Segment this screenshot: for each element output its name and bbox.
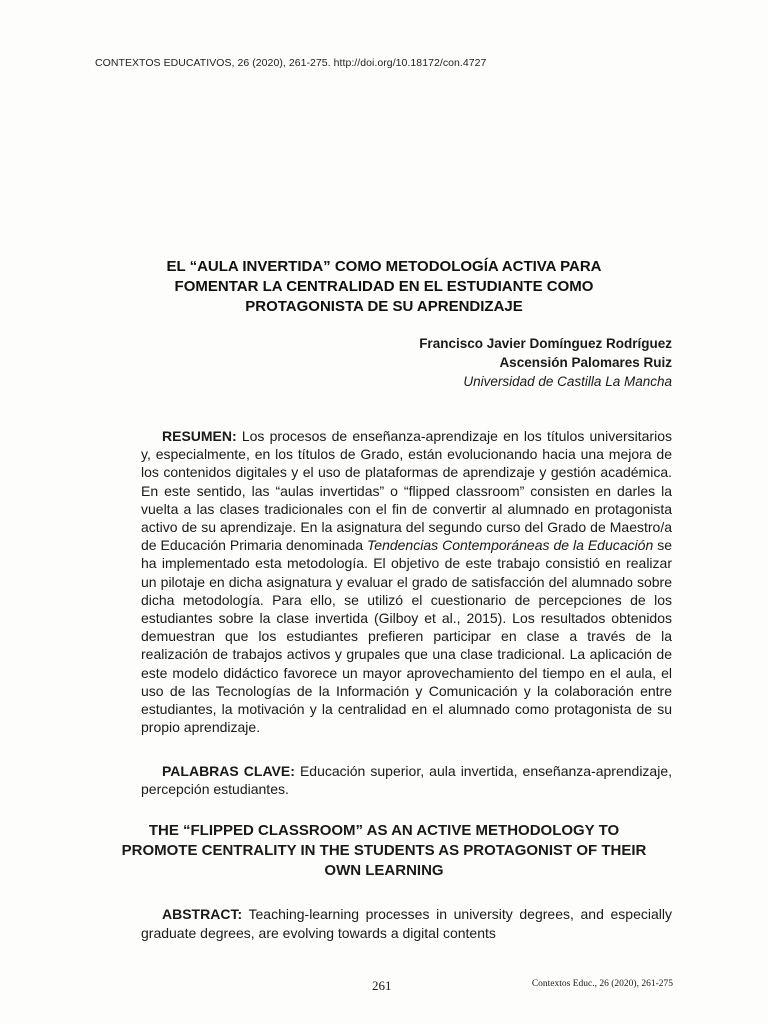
abstract-paragraph bbox=[141, 905, 672, 943]
running-head: CONTEXTOS EDUCATIVOS, 26 (2020), 261-275. http://doi.org/10.18172/con.4727 bbox=[95, 57, 487, 69]
abstract-section bbox=[141, 905, 672, 943]
author-name: Francisco Javier Domínguez Rodríguez bbox=[419, 336, 672, 351]
keywords-paragraph bbox=[141, 762, 672, 798]
title-line: THE “FLIPPED CLASSROOM” AS AN ACTIVE METHODOLOGY TO bbox=[148, 822, 620, 839]
title-line: OWN LEARNING bbox=[324, 862, 444, 879]
keywords-text: Educación superior, aula invertida, enseñanza-aprendizaje, percepción estudiantes. bbox=[141, 763, 673, 798]
resumen-section bbox=[141, 427, 672, 736]
english-title bbox=[90, 821, 678, 881]
abstract-label: ABSTRACT: bbox=[162, 906, 243, 922]
resumen-text: se ha implementado esta metodología. El objetivo de este trabajo consistió en realizar un pilotaje en dicha asignatura y evaluar el grado de satisfacción del alumnado sobre dicha metodología. Para ello, se utilizó el cuestionario de percepciones de los estudiantes sobre la clase invertida (Gilboy et al., 2015). Los resultados obtenidos demuestran que los estudiantes prefieren participar en clase a través de la realización de trabajos activos y grupales que una clase tradicional. La aplicación de este modelo didáctico favorece un mayor aprovechamiento del tiempo en el aula, el uso de las Tecnologías de la Información y Comunicación y la colaboración entre estudiantes, la motivación y la centralidad en el alumnado como protagonista de su propio aprendizaje. bbox=[141, 537, 672, 736]
title-line: PROTAGONISTA DE SU APRENDIZAJE bbox=[245, 298, 523, 315]
keywords-label: PALABRAS CLAVE: bbox=[162, 763, 295, 779]
footer-reference: Contextos Educ., 26 (2020), 261-275 bbox=[531, 979, 673, 989]
resumen-text: Los procesos de enseñanza-aprendizaje en los títulos universitarios y, especialmente, en los títulos de Grado, están evolucionando hacia una mejora de los contenidos digitales y el uso de plataformas de aprendizaje y gestión académica. En este sentido, las “aulas invertidas” o “flipped classroom” consisten en darles la vuelta a las clases tradicionales con el fin de convertir al alumnado en protagonista activo de su aprendizaje. En la asignatura del segundo curso del Grado de Maestro/a de Educación Primaria denominada bbox=[141, 428, 672, 554]
title-line: EL “AULA INVERTIDA” COMO METODOLOGÍA ACTIVA PARA bbox=[166, 258, 602, 275]
title-line: FOMENTAR LA CENTRALIDAD EN EL ESTUDIANTE COMO bbox=[174, 278, 594, 295]
author-block bbox=[419, 334, 672, 391]
author-name: Ascensión Palomares Ruiz bbox=[499, 355, 672, 370]
resumen-paragraph bbox=[141, 427, 672, 736]
keywords-section bbox=[141, 762, 672, 798]
article-title bbox=[110, 257, 658, 317]
resumen-label: RESUMEN: bbox=[162, 428, 237, 444]
page-number: 261 bbox=[372, 978, 392, 993]
author-affiliation: Universidad de Castilla La Mancha bbox=[463, 374, 672, 389]
course-name: Tendencias Contemporáneas de la Educación bbox=[367, 537, 654, 554]
title-line: PROMOTE CENTRALITY IN THE STUDENTS AS PROTAGONIST OF THEIR bbox=[121, 842, 647, 859]
abstract-text: Teaching-learning processes in university degrees, and especially graduate degrees, are evolving towards a digital contents bbox=[141, 906, 672, 941]
